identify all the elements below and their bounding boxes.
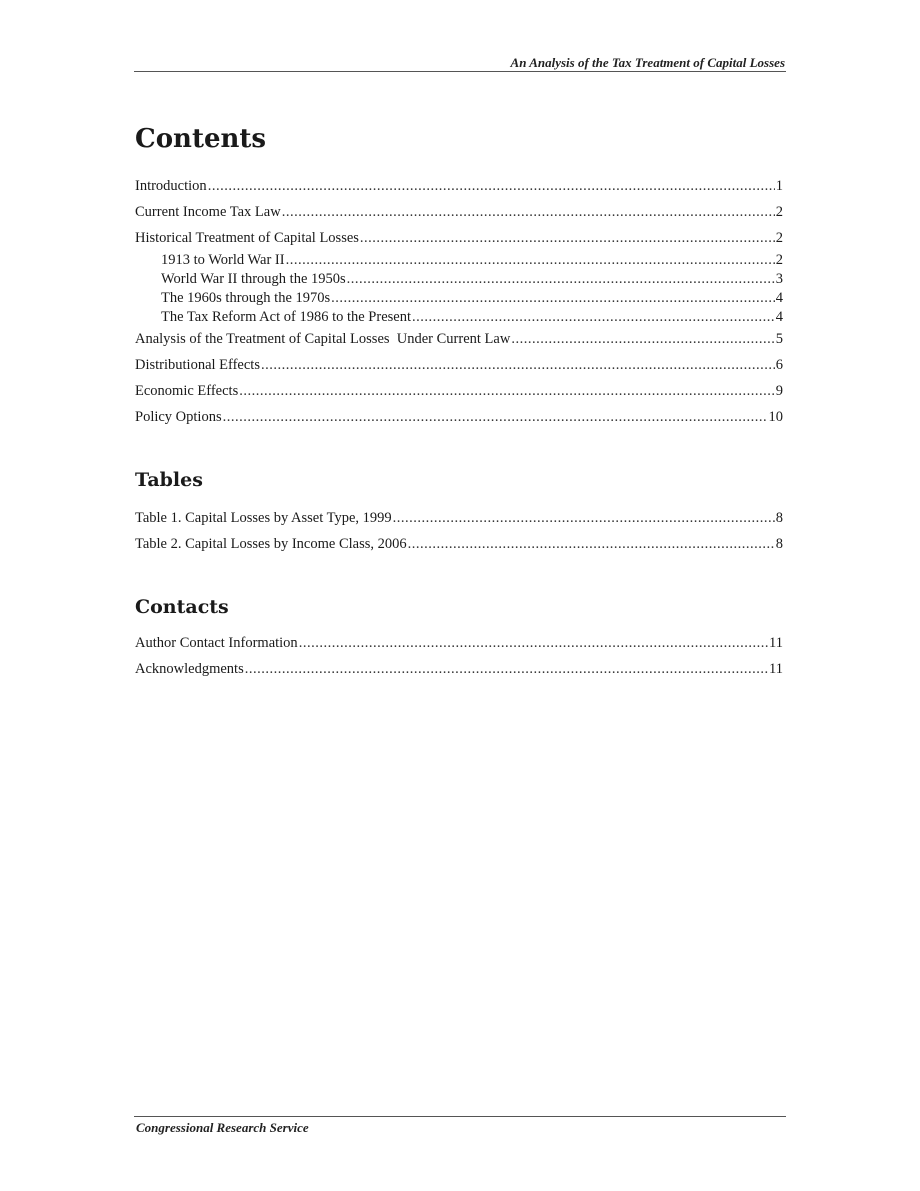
- toc-entry-page: 8: [775, 536, 783, 552]
- toc-entry-page: 1: [775, 178, 783, 194]
- toc-entry-analysis-current-law[interactable]: [135, 330, 783, 348]
- dot-leader: [299, 634, 768, 652]
- toc-entry-title: Distributional Effects: [135, 357, 260, 373]
- dot-leader: [208, 177, 775, 195]
- toc-entry-wwii-through-1950s[interactable]: [161, 270, 783, 288]
- toc-entry-page: 4: [775, 290, 783, 306]
- toc-entry-title: Current Income Tax Law: [135, 204, 281, 220]
- toc-entry-policy-options[interactable]: [135, 408, 783, 426]
- toc-entry-title: Table 2. Capital Losses by Income Class, 2006: [135, 536, 407, 552]
- contents-heading: Contents: [135, 124, 267, 154]
- toc-entry-page: 2: [775, 252, 783, 268]
- toc-entry-page: 8: [775, 510, 783, 526]
- toc-entry-page: 9: [775, 383, 783, 399]
- toc-entry-historical-treatment[interactable]: [135, 229, 783, 247]
- toc-entry-economic-effects[interactable]: [135, 382, 783, 400]
- toc-entry-title: Author Contact Information: [135, 635, 298, 651]
- toc-entry-introduction[interactable]: [135, 177, 783, 195]
- toc-entry-title: Historical Treatment of Capital Losses: [135, 230, 359, 246]
- toc-entry-title: Table 1. Capital Losses by Asset Type, 1999: [135, 510, 392, 526]
- toc-entry-page: 3: [775, 271, 783, 287]
- toc-entry-title: Analysis of the Treatment of Capital Losses Under Current Law: [135, 331, 511, 347]
- dot-leader: [511, 330, 774, 348]
- toc-entry-table-1[interactable]: [135, 509, 783, 527]
- contacts-heading: Contacts: [135, 596, 229, 618]
- toc-entry-page: 11: [769, 635, 783, 651]
- toc-entry-author-contact[interactable]: [135, 634, 783, 652]
- dot-leader: [239, 382, 775, 400]
- toc-entry-page: 2: [775, 204, 783, 220]
- dot-leader: [360, 229, 775, 247]
- toc-entry-page: 6: [775, 357, 783, 373]
- toc-entry-acknowledgments[interactable]: [135, 660, 783, 678]
- toc-entry-page: 5: [775, 331, 783, 347]
- toc-entry-title: 1913 to World War II: [161, 252, 285, 268]
- dot-leader: [347, 270, 775, 288]
- toc-entry-page: 2: [775, 230, 783, 246]
- toc-entry-table-2[interactable]: [135, 535, 783, 553]
- dot-leader: [331, 289, 775, 307]
- dot-leader: [412, 308, 775, 326]
- dot-leader: [223, 408, 768, 426]
- toc-entry-1960s-through-1970s[interactable]: [161, 289, 783, 307]
- toc-entry-1913-to-wwii[interactable]: [161, 251, 783, 269]
- toc-entry-title: Acknowledgments: [135, 661, 244, 677]
- tables-heading: Tables: [135, 469, 203, 491]
- toc-entry-title: World War II through the 1950s: [161, 271, 346, 287]
- toc-entry-distributional-effects[interactable]: [135, 356, 783, 374]
- dot-leader: [282, 203, 775, 221]
- toc-entry-page: 4: [775, 309, 783, 325]
- toc-entry-current-income-tax-law[interactable]: [135, 203, 783, 221]
- toc-entry-page: 10: [768, 409, 783, 425]
- toc-entry-page: 11: [769, 661, 783, 677]
- dot-leader: [261, 356, 775, 374]
- header-rule: [134, 71, 786, 72]
- toc-entry-title: Introduction: [135, 178, 207, 194]
- toc-entry-title: The Tax Reform Act of 1986 to the Present: [161, 309, 411, 325]
- toc-entry-tax-reform-act-1986[interactable]: [161, 308, 783, 326]
- toc-entry-title: Policy Options: [135, 409, 222, 425]
- dot-leader: [408, 535, 775, 553]
- dot-leader: [393, 509, 775, 527]
- dot-leader: [245, 660, 768, 678]
- dot-leader: [286, 251, 775, 269]
- toc-entry-title: The 1960s through the 1970s: [161, 290, 331, 306]
- running-header: An Analysis of the Tax Treatment of Capital Losses: [510, 55, 785, 70]
- running-footer: Congressional Research Service: [136, 1120, 309, 1135]
- footer-rule: [134, 1116, 786, 1117]
- toc-entry-title: Economic Effects: [135, 383, 239, 399]
